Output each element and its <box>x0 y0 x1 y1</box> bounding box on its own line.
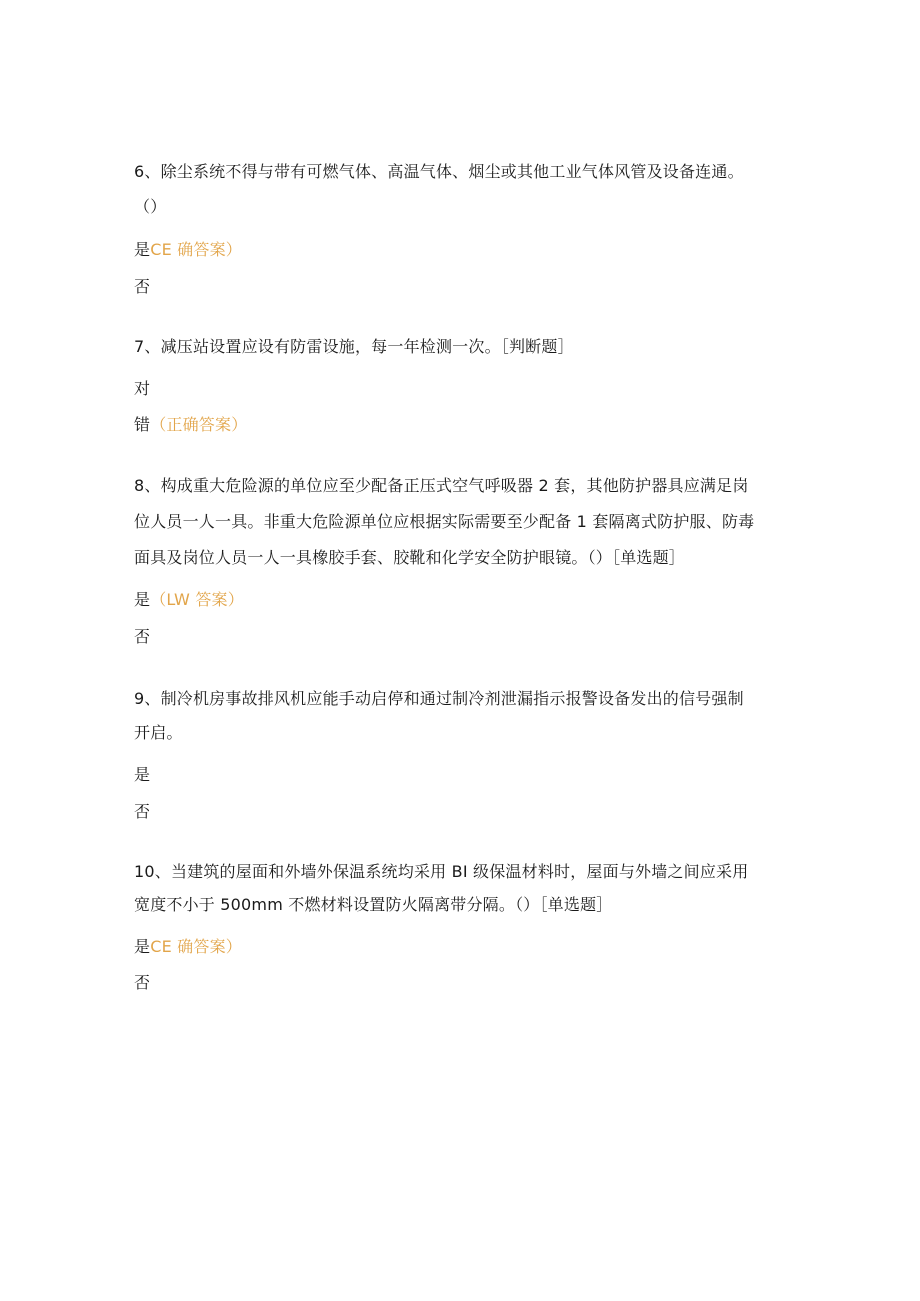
question-10-line-1: 10、当建筑的屋面和外墙外保温系统均采用 BI 级保温材料时，屋面与外墙之间应采用 <box>134 862 749 881</box>
option-text: 是 <box>134 240 151 259</box>
question-9-option-no[interactable] <box>134 802 150 822</box>
option-text: 否 <box>134 277 151 296</box>
question-6-line-1: 6、除尘系统不得与带有可燃气体、高温气体、烟尘或其他工业气体风管及设备连通。 <box>134 162 744 181</box>
question-10-option-yes[interactable] <box>134 937 242 957</box>
question-9-line-2: 开启。 <box>134 723 183 742</box>
question-7-option-false[interactable] <box>134 415 247 435</box>
question-6-option-yes[interactable] <box>134 240 242 260</box>
question-8-option-yes[interactable] <box>134 590 244 610</box>
question-8-line-2: 位人员一人一具。非重大危险源单位应根据实际需要至少配备 1 套隔离式防护服、防毒 <box>134 512 755 531</box>
question-7-option-true[interactable] <box>134 379 150 399</box>
answer-tag: （正确答案） <box>150 415 248 434</box>
option-text: 错 <box>134 415 151 434</box>
question-8-option-no[interactable] <box>134 627 150 647</box>
question-10-option-no[interactable] <box>134 973 150 993</box>
option-text: 是 <box>134 590 151 609</box>
question-9-option-yes[interactable] <box>134 765 150 785</box>
answer-tag: CE 确答案） <box>150 937 242 956</box>
answer-tag: CE 确答案） <box>150 240 242 259</box>
option-text: 对 <box>134 379 151 398</box>
option-text: 否 <box>134 802 151 821</box>
question-6-option-no[interactable] <box>134 277 150 297</box>
question-9-line-1: 9、制冷机房事故排风机应能手动启停和通过制冷剂泄漏指示报警设备发出的信号强制 <box>134 689 744 708</box>
option-text: 否 <box>134 973 151 992</box>
answer-tag: （LW 答案） <box>150 590 244 609</box>
question-10-line-2: 宽度不小于 500mm 不燃材料设置防火隔离带分隔。（）［单选题］ <box>134 895 613 914</box>
option-text: 是 <box>134 765 151 784</box>
question-6-line-2: （） <box>134 197 167 216</box>
option-text: 否 <box>134 627 151 646</box>
question-7-line-1: 7、减压站设置应设有防雷设施，每一年检测一次。［判断题］ <box>134 337 574 356</box>
question-8-line-3: 面具及岗位人员一人一具橡胶手套、胶靴和化学安全防护眼镜。（）［单选题］ <box>134 548 686 567</box>
question-8-line-1: 8、构成重大危险源的单位应至少配备正压式空气呼吸器 2 套，其他防护器具应满足岗 <box>134 476 749 495</box>
option-text: 是 <box>134 937 151 956</box>
